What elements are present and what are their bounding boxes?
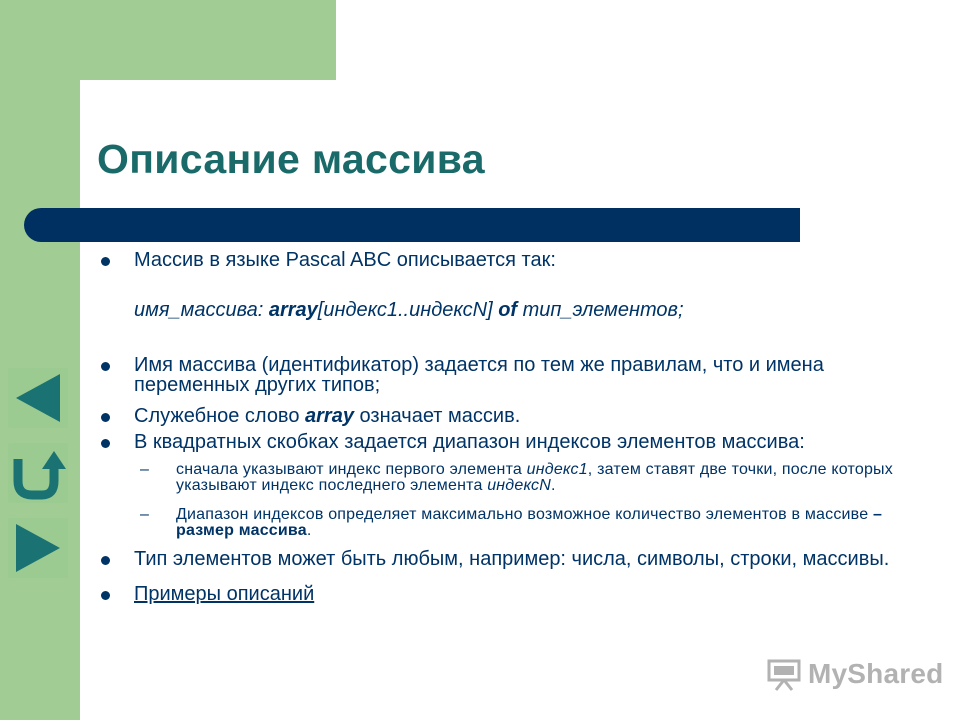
- bullet-examples: [100, 584, 920, 604]
- syntax-line: имя_массива: array[индекс1..индексN] of тип_элементов;: [134, 299, 684, 321]
- bullet-element-type: Тип элементов может быть любым, например: числа, символы, строки, массивы.: [100, 549, 920, 569]
- sub-bullet-index-order: – сначала указывают индекс первого элемента индекс1, затем ставят две точки, после которых указывают индекс последнего элемента индексN.: [140, 461, 893, 494]
- bullet-dot: [101, 413, 110, 422]
- examples-link[interactable]: Примеры описаний: [134, 583, 315, 605]
- bullet-declaration: Массив в языке Pascal ABC описывается так:: [100, 250, 920, 270]
- slide-title: Описание массива: [97, 136, 485, 182]
- bullet-dot: [101, 591, 110, 600]
- bullet-identifier: Имя массива (идентификатор) задается по тем же правилам, что и имена переменных других типов;: [100, 355, 920, 395]
- bullet-index-range: В квадратных скобках задается диапазон индексов элементов массива:: [100, 432, 920, 452]
- projector-icon: [766, 656, 802, 692]
- bullet-array-keyword: Служебное слово array означает массив.: [100, 406, 920, 426]
- forward-button[interactable]: [8, 518, 68, 578]
- back-button[interactable]: [8, 368, 68, 428]
- slide-content: [100, 250, 920, 604]
- bullet-dot: [101, 556, 110, 565]
- triangle-left-icon: [8, 368, 68, 428]
- top-green-band: [0, 0, 336, 80]
- title-underline-bar: [24, 208, 800, 242]
- u-turn-arrow-icon: [8, 443, 68, 503]
- watermark-text: MyShared: [808, 658, 944, 689]
- bullet-dot: [101, 362, 110, 371]
- sub-bullet-array-size: – Диапазон индексов определяет максимально возможное количество элементов в массиве – размер массива.: [140, 506, 883, 539]
- return-button[interactable]: [8, 443, 68, 503]
- myshared-watermark: [766, 654, 943, 694]
- bullet-dot: [101, 439, 110, 448]
- triangle-right-icon: [8, 518, 68, 578]
- bullet-dot: [101, 257, 110, 266]
- left-green-band: [0, 0, 80, 720]
